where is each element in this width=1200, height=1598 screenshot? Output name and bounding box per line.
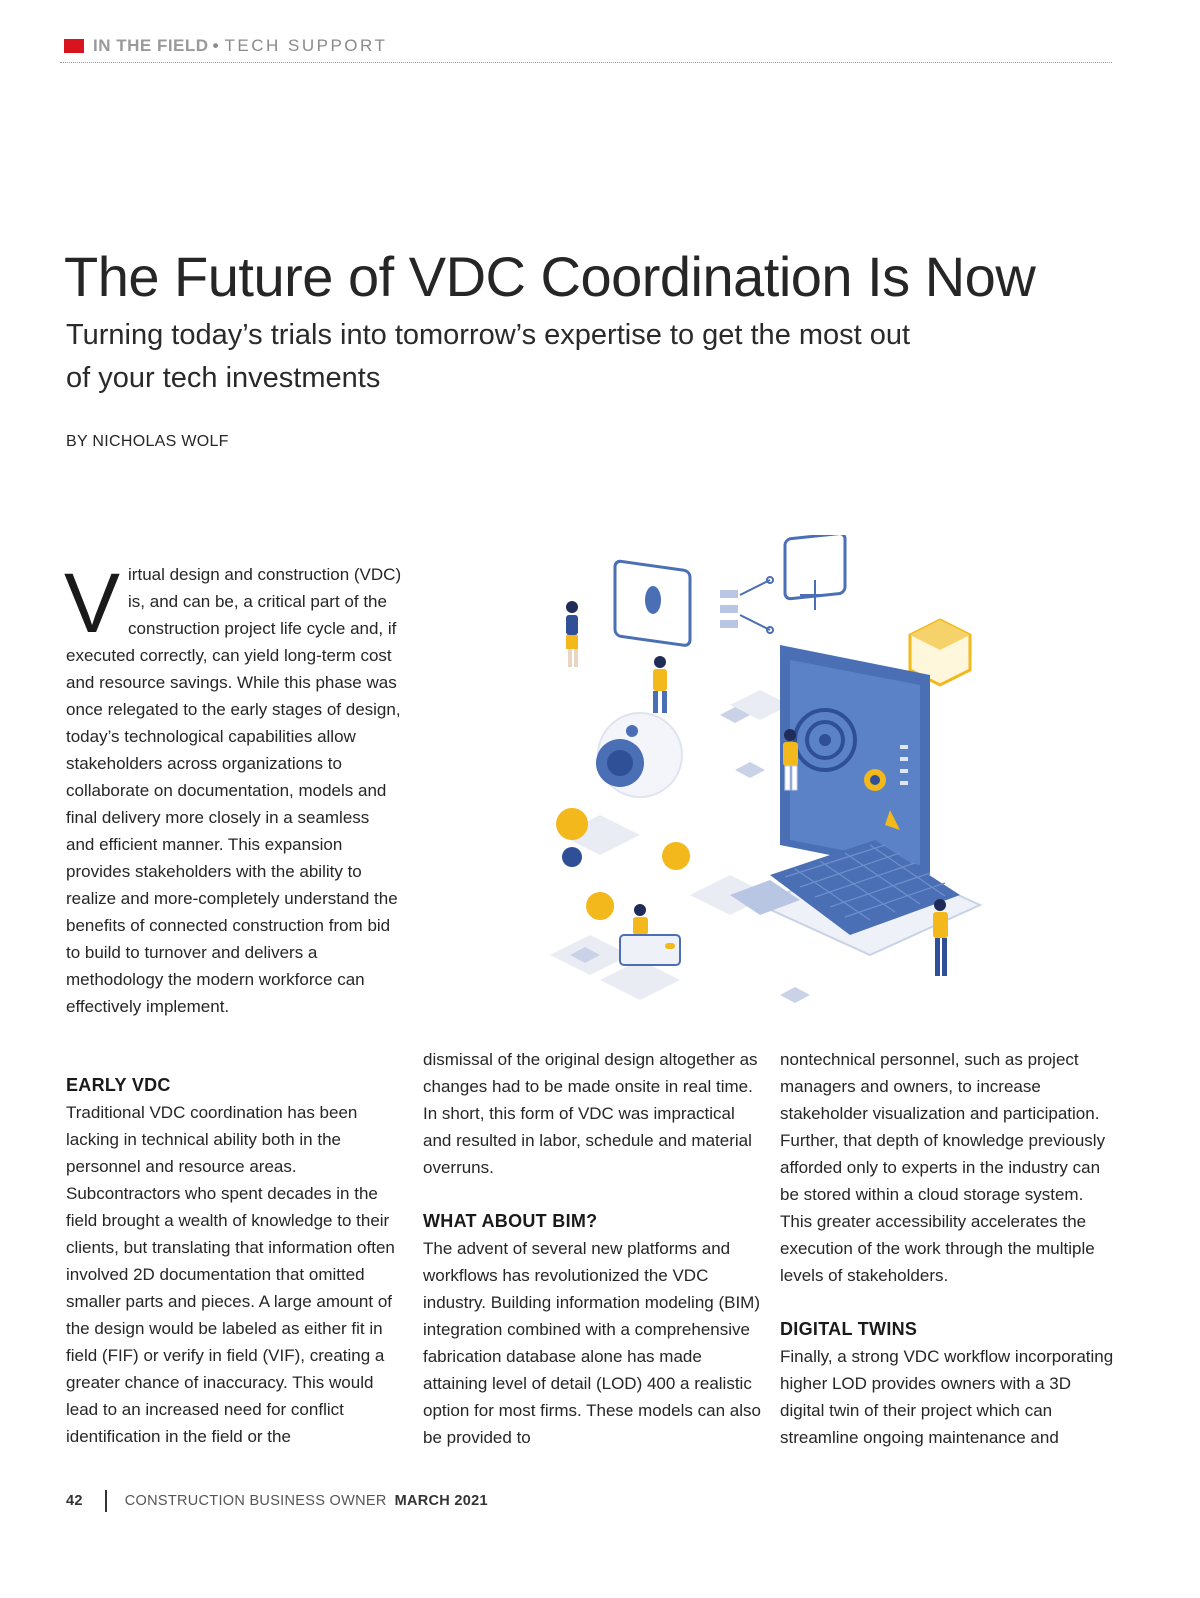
subsection-label: TECH SUPPORT [224, 36, 388, 55]
section-tag [64, 36, 387, 56]
page-number: 42 [66, 1493, 83, 1509]
publication-name: CONSTRUCTION BUSINESS OWNER [124, 1493, 387, 1509]
article-subtitle: Turning today’s trials into tomorrow’s expertise to get the most out of your tech investments [66, 319, 911, 394]
intro-paragraph [64, 556, 402, 1020]
section-separator: • [212, 36, 221, 55]
continued-paragraph: nontechnical personnel, such as project managers and owners, to increase stakeholder visualization and participation. Further, that depth of knowledge previously afforded only to experts in the industry can be stored within a cloud storage system. This greater accessibility accelerates the execution of the work through the multiple levels of stakeholders. [780, 1050, 1106, 1285]
section-heading-digital-twins: DIGITAL TWINS [780, 1319, 918, 1339]
section-label: IN THE FIELD [93, 36, 209, 55]
column-3 [780, 1046, 1116, 1451]
column-2 [423, 1046, 763, 1451]
page-footer [66, 1490, 488, 1512]
footer-divider [105, 1490, 107, 1512]
section-heading-bim: WHAT ABOUT BIM? [423, 1211, 598, 1231]
header-divider [60, 62, 1112, 63]
drop-cap: V [64, 556, 121, 650]
article-title: The Future of VDC Coordination Is Now [64, 245, 1036, 308]
intro-text: irtual design and construction (VDC) is, and can be, a critical part of the construction project life cycle and, if executed correctly, can yield long-term cost and resource savings. While this phase was once relegated to the early stages of design, today’s technological capabilities allow stakeholders across organizations to collaborate on documentation, models and final delivery more closely in a seamless and efficient manner. This expansion provides stakeholders with the ability to realize and more-completely understand the benefits of connected construction from bid to build to turnover and delivers a methodology the modern workforce can effectively implement. [66, 565, 402, 1016]
section-marker [64, 39, 84, 53]
column-1 [66, 1072, 402, 1450]
byline: BY NICHOLAS WOLF [66, 433, 229, 450]
issue-date: MARCH 2021 [394, 1493, 488, 1509]
section-heading-early-vdc: EARLY VDC [66, 1075, 171, 1095]
continued-paragraph: dismissal of the original design altogether as changes had to be made onsite in real time. In short, this form of VDC was impractical and resulted in labor, schedule and material overruns. [423, 1050, 758, 1177]
section-body-early-vdc: Traditional VDC coordination has been lacking in technical ability both in the personnel and resource areas. Subcontractors who spent decades in the field brought a wealth of knowledge to their clients, but translating that information often involved 2D documentation that omitted smaller parts and pieces. A large amount of the design would be labeled as either fit in field (FIF) or verify in field (VIF), creating a greater chance of inaccuracy. This would lead to an increased need for conflict identification in the field or the [66, 1103, 395, 1446]
section-body-bim: The advent of several new platforms and workflows has revolutionized the VDC industry. Building information modeling (BIM) integration combined with a comprehensive fabrication database alone has made attaining level of detail (LOD) 400 a realistic option for most firms. These models can also be provided to [423, 1239, 761, 1447]
section-body-digital-twins: Finally, a strong VDC workflow incorporating higher LOD provides owners with a 3D digital twin of their project which can streamline ongoing maintenance and [780, 1347, 1114, 1447]
isometric-laptop-vdc-illustration [540, 535, 1000, 1005]
